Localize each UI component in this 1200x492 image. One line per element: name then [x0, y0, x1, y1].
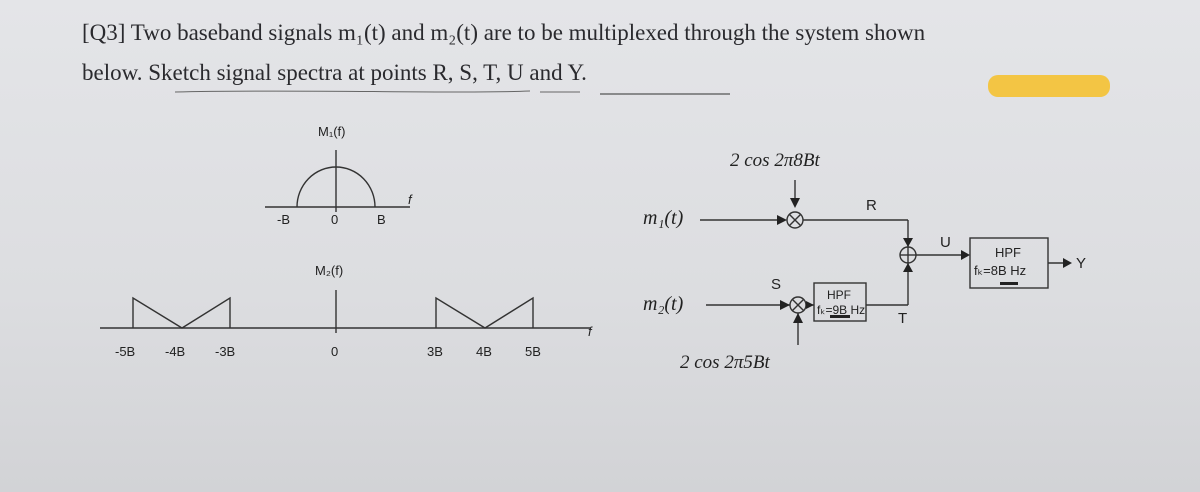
- hpf-2-cutoff: fₖ=8B Hz: [974, 263, 1027, 278]
- point-u-label: U: [940, 234, 951, 251]
- cutoff-2-scribble: [1000, 282, 1018, 285]
- m2-tick-zero: 0: [331, 344, 339, 359]
- m1-tick-zero: 0: [331, 212, 339, 227]
- question-line-1: [Q3] Two baseband signals m₁(t) and m₂(t) are to be multiplexed through the system shown: [82, 20, 926, 45]
- m2-input-label: m₂(t): [643, 293, 684, 315]
- m2-tick-neg-3b: -3B: [215, 344, 236, 359]
- m1-tick-neg-b: -B: [277, 212, 290, 227]
- carrier-2-arrowhead: [793, 313, 803, 323]
- m2-tick-3b: 3B: [427, 344, 443, 359]
- underline-stroke-1: [175, 91, 530, 92]
- m2-tick-5b: 5B: [525, 344, 541, 359]
- m2-right-band: [436, 298, 533, 328]
- t-arrowhead: [903, 263, 913, 272]
- output-y-label: Y: [1076, 255, 1087, 272]
- m1-axis-label: f: [408, 192, 412, 207]
- u-arrowhead: [961, 250, 970, 260]
- m1-input-label: m₁(t): [643, 207, 684, 229]
- s-arrowhead: [806, 301, 814, 309]
- carrier-2-label: 2 cos 2π5Bt: [680, 352, 770, 373]
- point-s-label: S: [771, 276, 782, 293]
- m2-tick-neg-4b: -4B: [165, 344, 186, 359]
- m2-axis-label: f: [588, 324, 592, 339]
- m1-arrowhead: [777, 215, 787, 225]
- m2-title: M₂(f): [315, 263, 344, 278]
- question-line-2: below. Sketch signal spectra at points R, S, T, U and Y.: [82, 60, 587, 85]
- m2-tick-4b: 4B: [476, 344, 492, 359]
- hpf-1-name: HPF: [827, 288, 851, 302]
- point-r-label: R: [866, 197, 877, 214]
- m2-left-band: [133, 298, 230, 328]
- hpf-2-name: HPF: [995, 245, 1021, 260]
- m2-arrowhead: [780, 300, 790, 310]
- m2-tick-neg-5b: -5B: [115, 344, 136, 359]
- m1-title: M₁(f): [318, 124, 346, 139]
- hpf-1-cutoff: fₖ=9B Hz: [817, 303, 866, 317]
- point-t-label: T: [898, 310, 908, 327]
- r-arrowhead: [903, 238, 913, 247]
- y-arrowhead: [1063, 258, 1072, 268]
- m1-tick-b: B: [377, 212, 386, 227]
- carrier-1-label: 2 cos 2π8Bt: [730, 150, 820, 171]
- carrier-1-arrowhead: [790, 198, 800, 208]
